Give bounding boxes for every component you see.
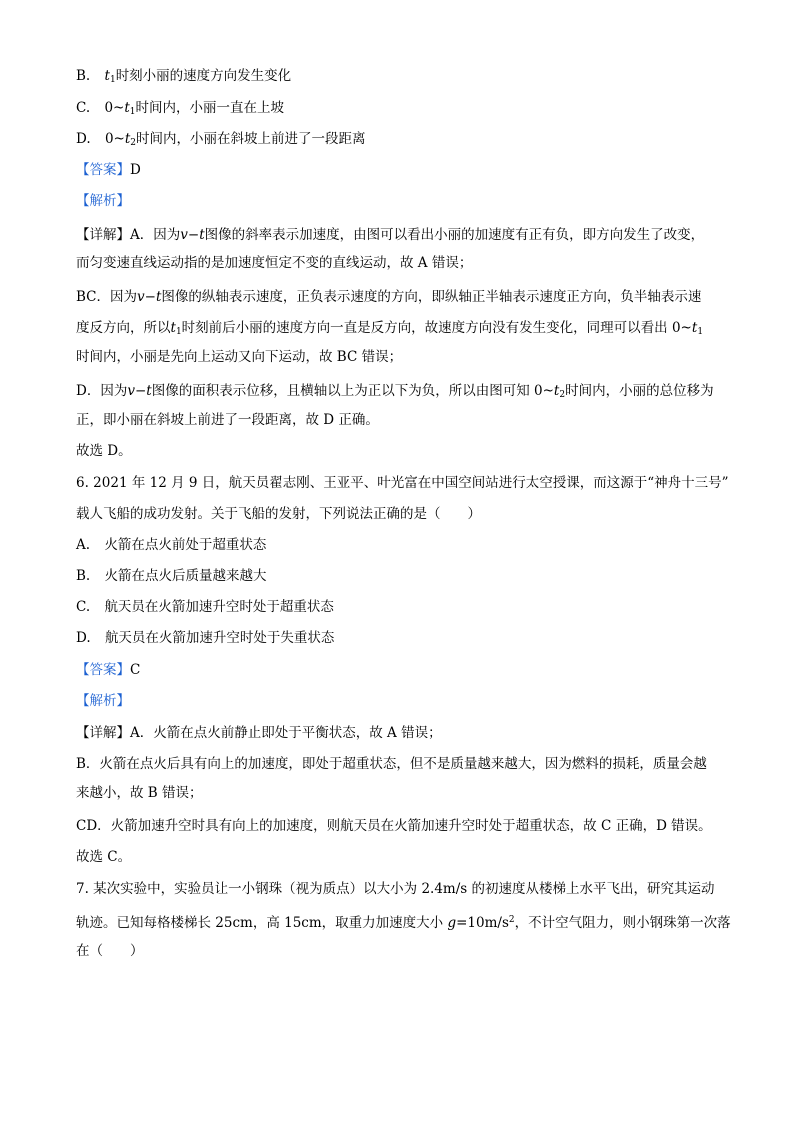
- option-text: 时间内，小丽一直在上坡: [135, 100, 285, 116]
- vt-symbol: v−t: [127, 383, 152, 399]
- detail-text: 时间内，小丽是先向上运动又向下运动，故 BC 错误；: [76, 349, 403, 365]
- q5-detail-p2-line3: [76, 347, 726, 367]
- detail-text: B．火箭在点火后具有向上的加速度，即处于超重状态，但不是质量越来越大，因为燃料的损耗，质量会越: [76, 756, 707, 772]
- q6-conclusion: [76, 847, 726, 867]
- detail-text: 时刻前后小丽的速度方向一直是反方向，故速度方向没有发生变化，同理可以看出 0~: [181, 320, 692, 336]
- q6-analysis-tag: [76, 691, 726, 711]
- option-label: D.: [76, 131, 91, 147]
- detail-text: BC．因为: [76, 289, 138, 305]
- q6-detail-line3: [76, 783, 726, 803]
- option-text: 火箭在点火后质量越来越大: [104, 568, 267, 584]
- question-text: ，不计空气阻力，则小钢珠第一次落: [514, 915, 731, 931]
- question-text: 在（ ）: [76, 943, 144, 959]
- option-var: t: [124, 131, 131, 147]
- option-text: 时间内，小丽在斜坡上前进了一段距离: [136, 131, 366, 147]
- gravity-symbol: g: [447, 915, 457, 931]
- q5-detail-p3-line1: [76, 381, 726, 405]
- q6-option-b: [76, 566, 267, 586]
- detail-text: 正，即小丽在斜坡上前进了一段距离，故 D 正确。: [76, 412, 379, 428]
- sub: 1: [697, 327, 704, 337]
- option-label: D.: [76, 630, 91, 646]
- answer-tag: 【答案】: [76, 162, 130, 178]
- option-label: B.: [76, 68, 91, 84]
- q5-answer: [76, 160, 726, 180]
- q5-detail-p2-line2: [76, 318, 726, 342]
- q6-detail-line4: [76, 816, 736, 836]
- detail-text: 而匀变速直线运动指的是加速度恒定不变的直线运动，故 A 错误；: [76, 255, 473, 271]
- option-text: 火箭在点火前处于超重状态: [104, 537, 267, 553]
- q6-option-a: [76, 535, 266, 555]
- detail-text: 来越小，故 B 错误；: [76, 785, 203, 801]
- sup: 2: [508, 915, 515, 925]
- option-var: t: [104, 68, 110, 84]
- detail-tag: 【详解】: [76, 725, 130, 741]
- q7-stem-line1: [76, 879, 736, 899]
- q7-stem-line3: [76, 941, 726, 961]
- option-sub: 2: [130, 138, 137, 148]
- q5-detail-p1-line1: [76, 225, 726, 245]
- q5-detail-p3-line2: [76, 410, 726, 430]
- detail-text: 时间内，小丽的总位移为: [565, 383, 714, 399]
- q6-stem-line2: [76, 504, 726, 524]
- answer-value: D: [130, 162, 141, 178]
- option-pre: 0~: [104, 131, 125, 147]
- detail-text: A．因为: [130, 227, 181, 243]
- sub: 2: [559, 390, 566, 400]
- option-pre: 0~: [104, 100, 125, 116]
- var: t: [691, 320, 698, 336]
- vt-symbol: v−t: [180, 227, 205, 243]
- option-text: 航天员在火箭加速升空时处于超重状态: [104, 599, 334, 615]
- sub: 1: [175, 327, 182, 337]
- detail-text: D．因为: [76, 383, 128, 399]
- var: t: [553, 383, 560, 399]
- question-text: 6. 2021 年 12 月 9 日，航天员翟志刚、王亚平、叶光富在中国空间站进行太空授课，而这源于“神舟十三号”: [76, 475, 729, 491]
- analysis-tag: 【解析】: [76, 693, 130, 709]
- question-text: 轨迹。已知每格楼梯长 25cm，高 15cm，取重力加速度大小: [76, 915, 448, 931]
- q6-option-d: [76, 628, 334, 648]
- detail-text: A．火箭在点火前静止即处于平衡状态，故 A 错误；: [130, 725, 442, 741]
- var: t: [170, 320, 176, 336]
- option-label: C.: [76, 599, 91, 615]
- answer-value: C: [130, 662, 141, 678]
- q5-analysis-tag: [76, 191, 726, 211]
- q5-detail-p1-line2: [76, 253, 726, 273]
- option-text: 时刻小丽的速度方向发生变化: [115, 68, 292, 84]
- option-label: C.: [76, 100, 91, 116]
- analysis-tag: 【解析】: [76, 193, 130, 209]
- vt-symbol: v−t: [137, 289, 162, 305]
- answer-tag: 【答案】: [76, 662, 130, 678]
- option-label: A.: [76, 537, 91, 553]
- detail-text: CD．火箭加速升空时具有向上的加速度，则航天员在火箭加速升空时处于超重状态，故 C 正确，D 错误。: [76, 818, 712, 834]
- option-sub: 1: [109, 75, 116, 85]
- q6-stem-line1: [76, 473, 736, 493]
- option-sub: 1: [129, 107, 136, 117]
- q5-detail-p2-line1: [76, 287, 726, 307]
- detail-tag: 【详解】: [76, 227, 130, 243]
- q6-detail-line1: [76, 723, 726, 743]
- q5-option-d: [76, 129, 366, 153]
- option-text: 航天员在火箭加速升空时处于失重状态: [104, 630, 335, 646]
- option-var: t: [124, 100, 130, 116]
- detail-text: 图像的斜率表示加速度，由图可以看出小丽的加速度有正有负，即方向发生了改变，: [204, 227, 705, 243]
- q5-conclusion: [76, 441, 726, 461]
- q6-answer: [76, 660, 726, 680]
- question-text: 7. 某次实验中，实验员让一小钢珠（视为质点）以大小为 2.4m/s 的初速度从楼梯上水平飞出，研究其运动: [76, 881, 715, 897]
- q6-detail-line2: [76, 754, 736, 774]
- detail-text: 故选 C。: [76, 849, 132, 865]
- detail-text: 图像的纵轴表示速度，正负表示速度的方向，即纵轴正半轴表示速度正方向，负半轴表示速: [161, 289, 702, 305]
- q6-option-c: [76, 597, 334, 617]
- q7-stem-line2: [76, 910, 736, 933]
- q5-option-c: [76, 98, 284, 122]
- q5-option-b: [76, 66, 291, 90]
- question-text: =10m/s: [456, 915, 509, 931]
- option-label: B.: [76, 568, 91, 584]
- question-text: 载人飞船的成功发射。关于飞船的发射，下列说法正确的是（ ）: [76, 506, 481, 522]
- detail-text: 故选 D。: [76, 443, 132, 459]
- detail-text: 图像的面积表示位移，且横轴以上为正以下为负，所以由图可知 0~: [151, 383, 554, 399]
- detail-text: 度反方向，所以: [76, 320, 171, 336]
